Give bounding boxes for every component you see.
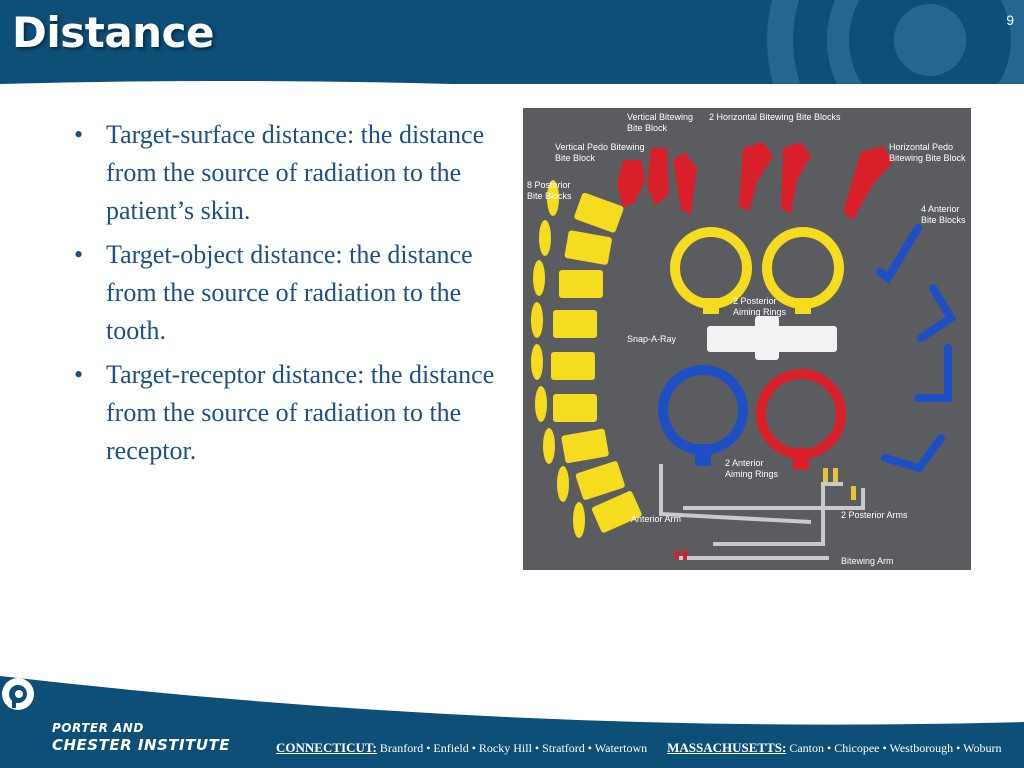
bullet-item (72, 116, 502, 230)
title-bar (0, 0, 1024, 84)
label-vertical-bitewing: Vertical Bitewing Bite Block (627, 112, 694, 133)
label-anterior-rings: 2 Anterior Aiming Rings (725, 458, 779, 479)
ma-label: MASSACHUSETTS: (667, 740, 787, 755)
yellow-aiming-rings (675, 232, 839, 304)
snap-a-ray-shape (707, 316, 837, 360)
logo-line-2: CHESTER INSTITUTE (52, 736, 231, 754)
bullet-list (72, 116, 502, 476)
label-posterior-arms: 2 Posterior Arms (841, 510, 908, 520)
bullet-item (72, 356, 502, 470)
institute-logo-text (52, 720, 230, 754)
page-number: 9 (1006, 12, 1014, 28)
ct-towns: Branford • Enfield • Rocky Hill • Stratford • Watertown (379, 741, 648, 755)
logo-line-1: PORTER AND (52, 721, 144, 735)
bullet-text: Target-receptor distance: the distance from the source of radiation to the receptor. (106, 360, 495, 465)
label-anterior-bite-blocks: 4 Anterior Bite Blocks (921, 204, 966, 225)
red-bitewing-blocks (617, 142, 893, 220)
instrument-illustration (523, 108, 971, 570)
bullet-text: Target-surface distance: the distance from the source of radiation to the patient’s skin. (106, 120, 485, 225)
bullet-item (72, 236, 502, 350)
bullet-text: Target-object distance: the distance from the source of radiation to the tooth. (106, 240, 473, 345)
ma-towns: Canton • Chicopee • Westborough • Woburn (789, 741, 1002, 755)
bullet-dot-icon: • (74, 360, 84, 389)
label-bitewing-arm: Bitewing Arm (841, 556, 894, 566)
bullet-dot-icon: • (74, 240, 84, 269)
ct-label: CONNECTICUT: (276, 740, 377, 755)
porter-chester-logo-icon (0, 676, 36, 712)
footer-bar (0, 676, 1024, 768)
yellow-posterior-blocks (531, 180, 643, 538)
label-posterior-rings: 2 Posterior Aiming Rings (733, 296, 787, 317)
campus-locations (276, 740, 1016, 756)
slide-title: Distance (12, 8, 214, 57)
label-snap-a-ray: Snap-A-Ray (627, 334, 677, 344)
label-vertical-pedo: Vertical Pedo Bitewing Bite Block (555, 142, 645, 163)
label-horizontal-pedo: Horizontal Pedo Bitewing Bite Block (889, 142, 966, 163)
label-anterior-arm: Anterior Arm (631, 514, 682, 524)
label-horizontal-bitewing: 2 Horizontal Bitewing Bite Blocks (709, 112, 841, 122)
label-posterior-bite-blocks: 8 Posterior Bite Blocks (527, 180, 572, 201)
bullet-dot-icon: • (74, 120, 84, 149)
blue-anterior-blocks (880, 228, 951, 468)
instrument-photo (523, 108, 971, 570)
